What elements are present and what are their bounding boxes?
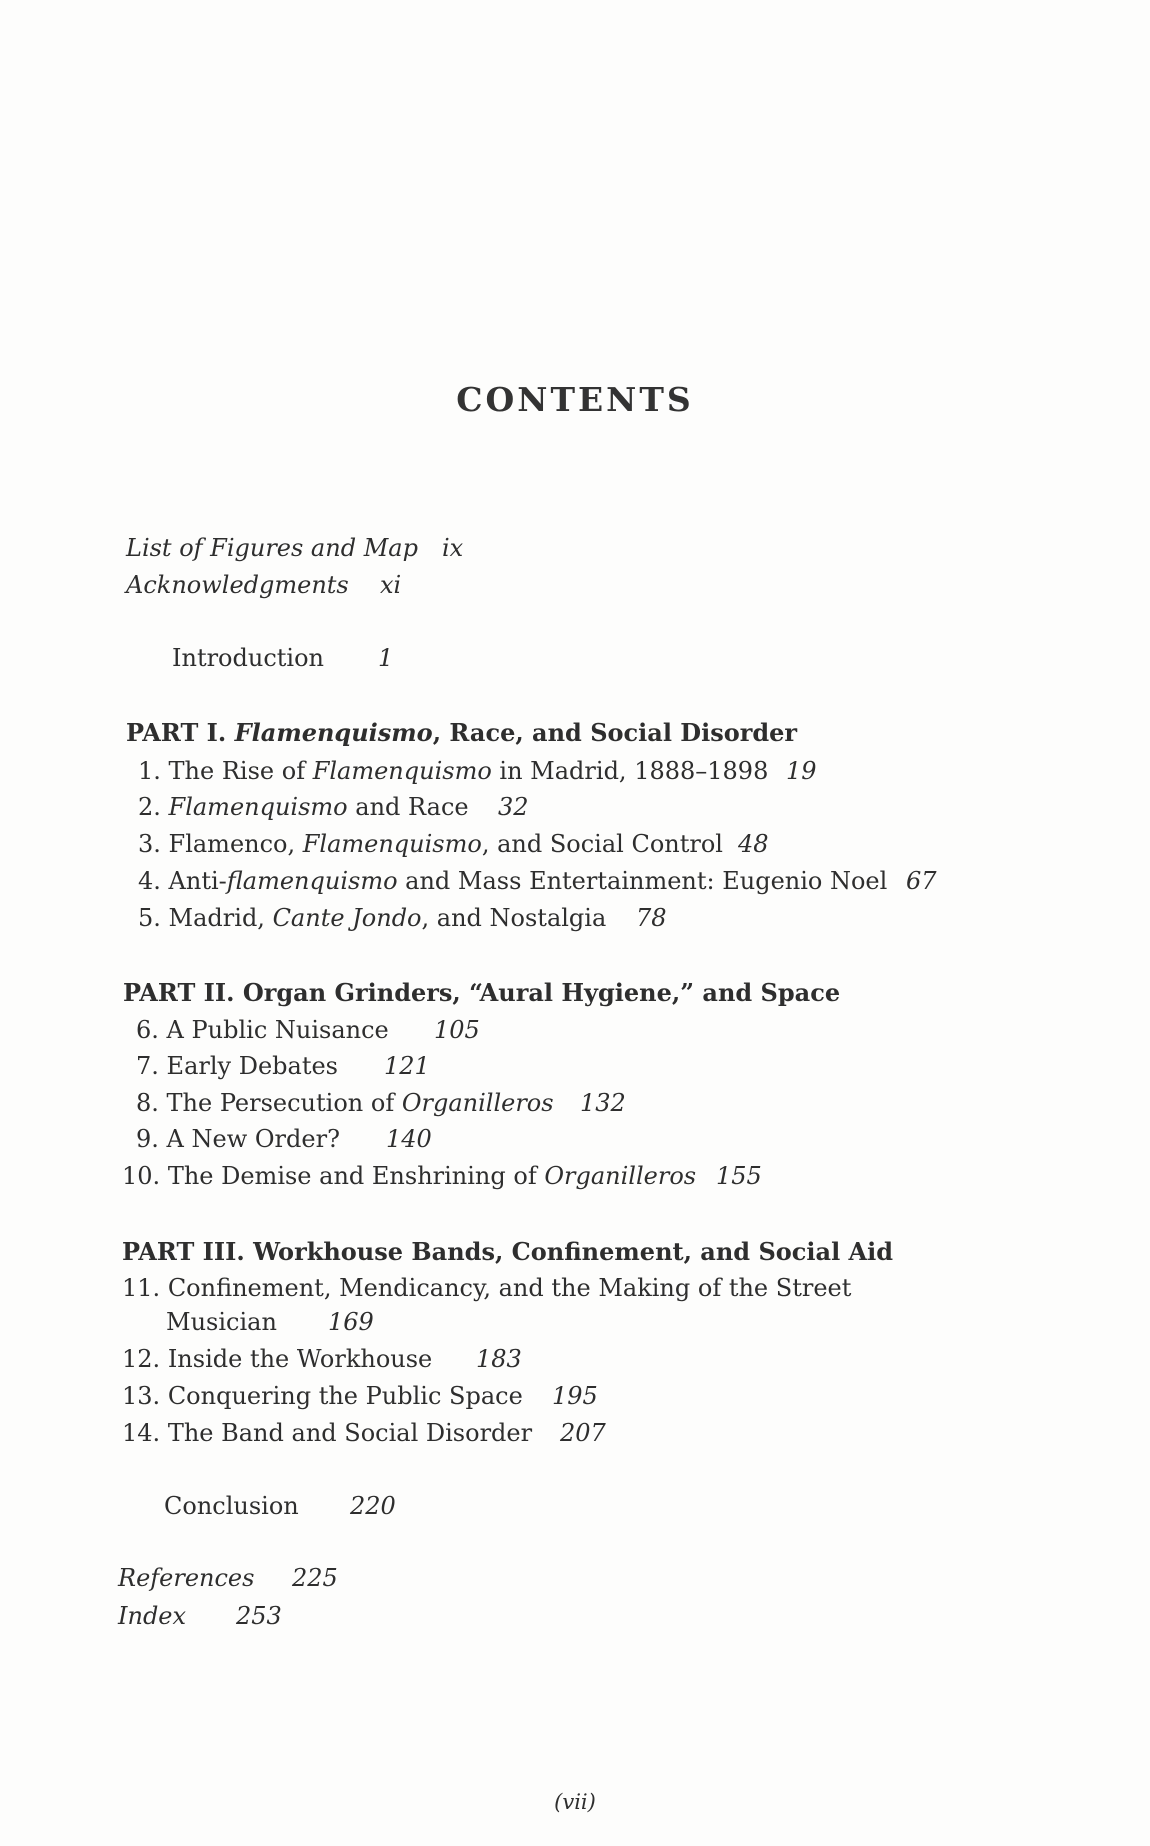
chapter-page: 195 — [552, 1382, 598, 1410]
chapter-title-italic: Flamenquismo — [168, 793, 348, 821]
entry-title: Conclusion — [164, 1492, 299, 1520]
chapter-title: Conquering the Public Space — [167, 1382, 523, 1410]
chapter-number: 1. — [138, 757, 161, 785]
toc-entry-references[interactable] — [118, 1563, 338, 1593]
chapter-6[interactable] — [136, 1015, 480, 1045]
chapter-1[interactable] — [138, 756, 817, 786]
contents-heading: CONTENTS — [456, 380, 694, 419]
chapter-title-italic: Flamenquismo — [302, 830, 482, 858]
chapter-4[interactable] — [138, 866, 937, 896]
chapter-title: Anti- — [168, 867, 227, 895]
chapter-title: The Demise and Enshrining of — [167, 1162, 545, 1190]
chapter-title: A Public Nuisance — [166, 1016, 389, 1044]
chapter-page: 105 — [434, 1016, 480, 1044]
part-title: Workhouse Bands, Confinement, and Social Aid — [253, 1237, 894, 1266]
chapter-number: 14. — [122, 1419, 161, 1447]
toc-entry-conclusion[interactable] — [164, 1491, 396, 1521]
chapter-page: 155 — [716, 1162, 762, 1190]
chapter-title-italic: Organilleros — [544, 1162, 697, 1190]
chapter-page: 121 — [384, 1052, 430, 1080]
entry-title: Acknowledgments — [126, 571, 349, 599]
chapter-page: 19 — [786, 757, 817, 785]
chapter-page: 132 — [580, 1089, 626, 1117]
part-title: Organ Grinders, “Aural Hygiene,” and Space — [242, 978, 841, 1007]
entry-title: References — [118, 1564, 255, 1592]
chapter-title: The Persecution of — [166, 1089, 402, 1117]
entry-page: 220 — [350, 1492, 396, 1520]
chapter-title: Flamenco, — [168, 830, 303, 858]
chapter-title: Musician — [166, 1308, 277, 1336]
chapter-title-italic: Organilleros — [401, 1089, 554, 1117]
toc-entry-figures[interactable] — [126, 533, 464, 563]
chapter-title: Inside the Workhouse — [167, 1345, 433, 1373]
chapter-number: 10. — [122, 1162, 161, 1190]
chapter-number: 6. — [136, 1016, 159, 1044]
entry-title: List of Figures and Map — [126, 534, 418, 562]
part-title-italic: Flamenquismo — [234, 718, 433, 747]
part-1-heading[interactable] — [126, 718, 797, 747]
entry-title: Index — [118, 1602, 187, 1630]
part-label: PART III. — [122, 1237, 245, 1266]
chapter-title: Madrid, — [168, 904, 273, 932]
page-folio: (vii) — [554, 1790, 596, 1814]
chapter-page: 140 — [386, 1125, 432, 1153]
entry-page: 253 — [236, 1602, 282, 1630]
chapter-title: Early Debates — [166, 1052, 338, 1080]
chapter-title: The Rise of — [168, 757, 313, 785]
chapter-page: 207 — [560, 1419, 606, 1447]
entry-page: xi — [380, 571, 402, 599]
chapter-10[interactable] — [122, 1161, 762, 1191]
chapter-title-italic: Flamenquismo — [312, 757, 492, 785]
chapter-page: 169 — [328, 1308, 374, 1336]
chapter-title: Confinement, Mendicancy, and the Making of the Street — [167, 1274, 852, 1302]
toc-entry-acknowledgments[interactable] — [126, 570, 402, 600]
chapter-page: 183 — [476, 1345, 522, 1373]
chapter-11[interactable] — [122, 1273, 851, 1303]
chapter-page: 32 — [498, 793, 529, 821]
entry-page: 1 — [378, 644, 394, 672]
entry-title: Introduction — [172, 644, 324, 672]
chapter-2[interactable] — [138, 792, 529, 822]
chapter-7[interactable] — [136, 1051, 430, 1081]
chapter-title-italic: flamenquismo — [226, 867, 398, 895]
chapter-number: 11. — [122, 1274, 161, 1302]
chapter-14[interactable] — [122, 1418, 606, 1448]
part-label: PART I. — [126, 718, 227, 747]
chapter-number: 5. — [138, 904, 161, 932]
chapter-page: 78 — [636, 904, 667, 932]
part-3-heading[interactable] — [122, 1237, 893, 1266]
chapter-title: The Band and Social Disorder — [167, 1419, 533, 1447]
chapter-number: 12. — [122, 1345, 161, 1373]
chapter-number: 3. — [138, 830, 161, 858]
chapter-number: 8. — [136, 1089, 159, 1117]
chapter-11-continued[interactable] — [166, 1307, 374, 1337]
chapter-title: , and Nostalgia — [421, 904, 607, 932]
chapter-title: A New Order? — [166, 1125, 340, 1153]
chapter-8[interactable] — [136, 1088, 626, 1118]
chapter-9[interactable] — [136, 1124, 432, 1154]
chapter-title: and Race — [347, 793, 469, 821]
chapter-number: 7. — [136, 1052, 159, 1080]
chapter-number: 13. — [122, 1382, 161, 1410]
toc-entry-index[interactable] — [118, 1601, 282, 1631]
chapter-title: in Madrid, 1888–1898 — [491, 757, 769, 785]
chapter-page: 67 — [906, 867, 937, 895]
chapter-number: 4. — [138, 867, 161, 895]
chapter-13[interactable] — [122, 1381, 598, 1411]
part-title-rest: , Race, and Social Disorder — [432, 718, 798, 747]
toc-entry-introduction[interactable] — [172, 643, 394, 673]
part-label: PART II. — [123, 978, 235, 1007]
chapter-number: 2. — [138, 793, 161, 821]
chapter-page: 48 — [738, 830, 769, 858]
chapter-title: , and Social Control — [481, 830, 723, 858]
entry-page: 225 — [292, 1564, 338, 1592]
entry-page: ix — [442, 534, 464, 562]
chapter-5[interactable] — [138, 903, 667, 933]
chapter-12[interactable] — [122, 1344, 522, 1374]
chapter-title-italic: Cante Jondo — [272, 904, 422, 932]
part-2-heading[interactable] — [123, 978, 840, 1007]
chapter-title: and Mass Entertainment: Eugenio Noel — [397, 867, 888, 895]
chapter-number: 9. — [136, 1125, 159, 1153]
chapter-3[interactable] — [138, 829, 769, 859]
